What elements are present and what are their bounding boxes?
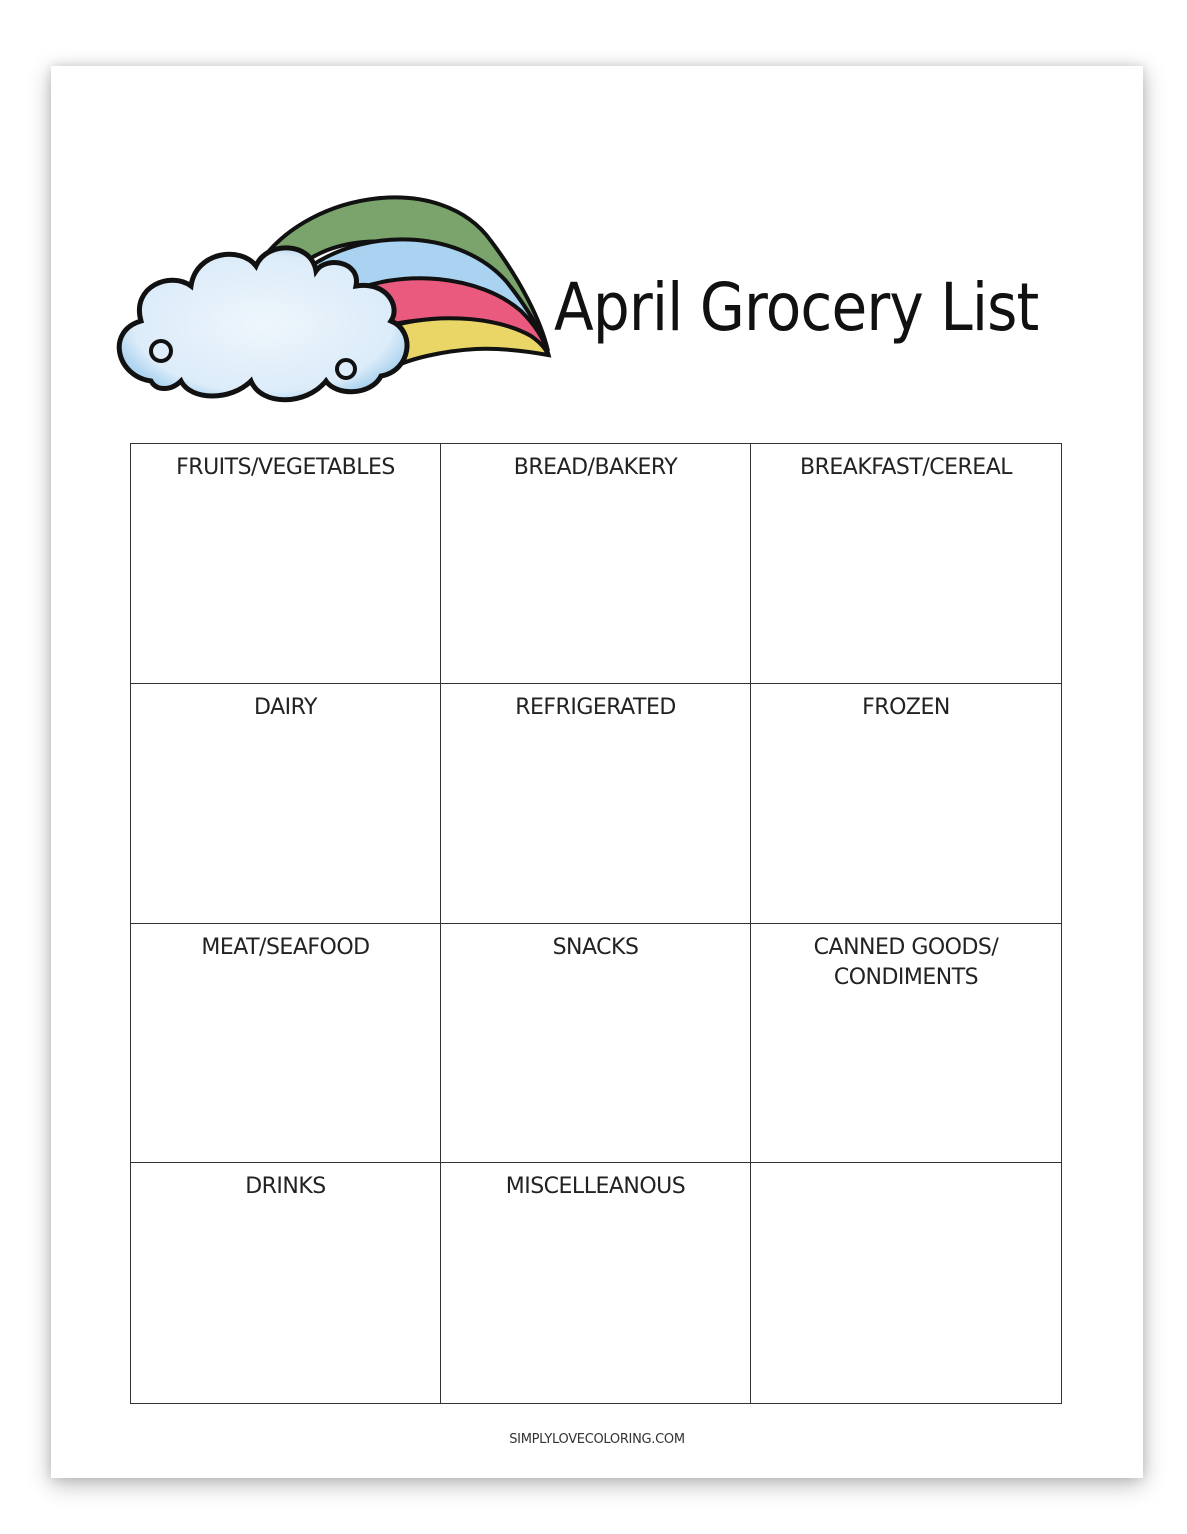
category-label-line-1: CANNED GOODS/	[813, 934, 999, 960]
category-cell-canned-goods-condiments[interactable]	[751, 924, 1061, 1164]
category-cell-drinks[interactable]	[131, 1163, 441, 1403]
cloud-rainbow-icon	[111, 171, 561, 411]
category-cell-breakfast-cereal[interactable]	[751, 444, 1061, 684]
category-label: DRINKS	[245, 1174, 326, 1200]
category-cell-frozen[interactable]	[751, 684, 1061, 924]
category-cell-refrigerated[interactable]	[441, 684, 751, 924]
category-cell-miscellaneous[interactable]	[441, 1163, 751, 1403]
category-label: SNACKS	[552, 934, 639, 960]
category-label: BREAD/BAKERY	[513, 455, 678, 480]
page-title: April Grocery List	[554, 269, 1039, 346]
category-cell-dairy[interactable]	[131, 684, 441, 924]
category-label-line-2: CONDIMENTS	[833, 964, 979, 990]
category-label: DAIRY	[254, 694, 317, 720]
category-label: FROZEN	[862, 694, 950, 720]
category-cell-meat-seafood[interactable]	[131, 924, 441, 1164]
category-cell-snacks[interactable]	[441, 924, 751, 1164]
category-cell-fruits-vegetables[interactable]	[131, 444, 441, 684]
category-label: BREAKFAST/CEREAL	[799, 455, 1012, 480]
printable-page	[51, 66, 1143, 1478]
category-label: FRUITS/VEGETABLES	[176, 455, 395, 480]
footer-site-credit: SIMPLYLOVECOLORING.COM	[509, 1432, 685, 1447]
category-label: MEAT/SEAFOOD	[201, 934, 370, 960]
category-cell-empty[interactable]	[751, 1163, 1061, 1403]
category-cell-bread-bakery[interactable]	[441, 444, 751, 684]
grocery-category-grid	[130, 443, 1062, 1404]
category-label: MISCELLEANOUS	[505, 1174, 686, 1200]
category-label: REFRIGERATED	[515, 694, 676, 720]
